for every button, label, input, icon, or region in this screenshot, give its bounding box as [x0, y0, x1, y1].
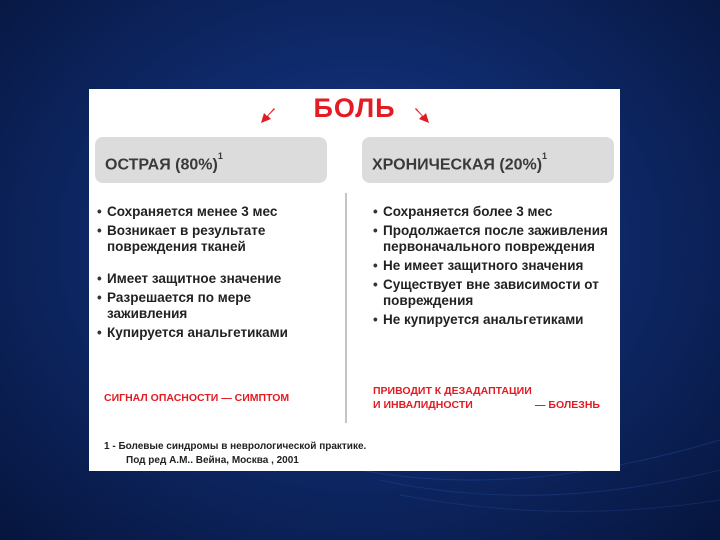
footnote [104, 440, 366, 468]
list-item: • Существует вне зависимости от повреждения [373, 277, 619, 309]
acute-pain-header [95, 137, 327, 183]
arrow-down-right-icon [413, 107, 433, 125]
chronic-conclusion-line1: ПРИВОДИТ К ДЕЗАДАПТАЦИИ [373, 385, 532, 397]
footnote-line1: 1 - Болевые синдромы в неврологической практике. [104, 441, 367, 452]
chronic-conclusion-tail: — БОЛЕЗНЬ [535, 399, 600, 411]
chronic-conclusion-line2: И ИНВАЛИДНОСТИ [373, 399, 473, 411]
list-item: • Имеет защитное значение [97, 271, 333, 287]
acute-pain-heading: ОСТРАЯ (80%) [105, 156, 218, 174]
list-item: • Не купируется анальгетиками [373, 312, 619, 328]
list-item: • Не имеет защитного значения [373, 258, 619, 274]
footnote-marker: 1 [217, 151, 223, 161]
list-item: • Возникает в результате повреждения тканей [97, 223, 333, 255]
slide-card [89, 89, 620, 471]
footnote-line2: Под ред А.М.. Вейна, Москва , 2001 [126, 455, 299, 466]
slide-title: БОЛЬ [313, 93, 396, 123]
list-item: • Разрешается по мере заживления [97, 290, 333, 322]
column-divider [345, 193, 347, 423]
list-item: • Сохраняется более 3 мес [373, 204, 619, 220]
footnote-marker: 1 [542, 151, 548, 161]
list-item: • Купируется анальгетиками [97, 325, 333, 341]
arrow-down-left-icon [257, 107, 277, 125]
acute-conclusion: СИГНАЛ ОПАСНОСТИ — СИМПТОМ [104, 392, 290, 404]
list-item: • Продолжается после заживления первоначального повреждения [373, 223, 619, 255]
acute-pain-list [97, 204, 333, 341]
chronic-pain-header [362, 137, 614, 183]
list-item: • Сохраняется менее 3 мес [97, 204, 333, 220]
chronic-pain-heading: ХРОНИЧЕСКАЯ (20%) [372, 156, 543, 174]
chronic-pain-list [373, 204, 619, 328]
